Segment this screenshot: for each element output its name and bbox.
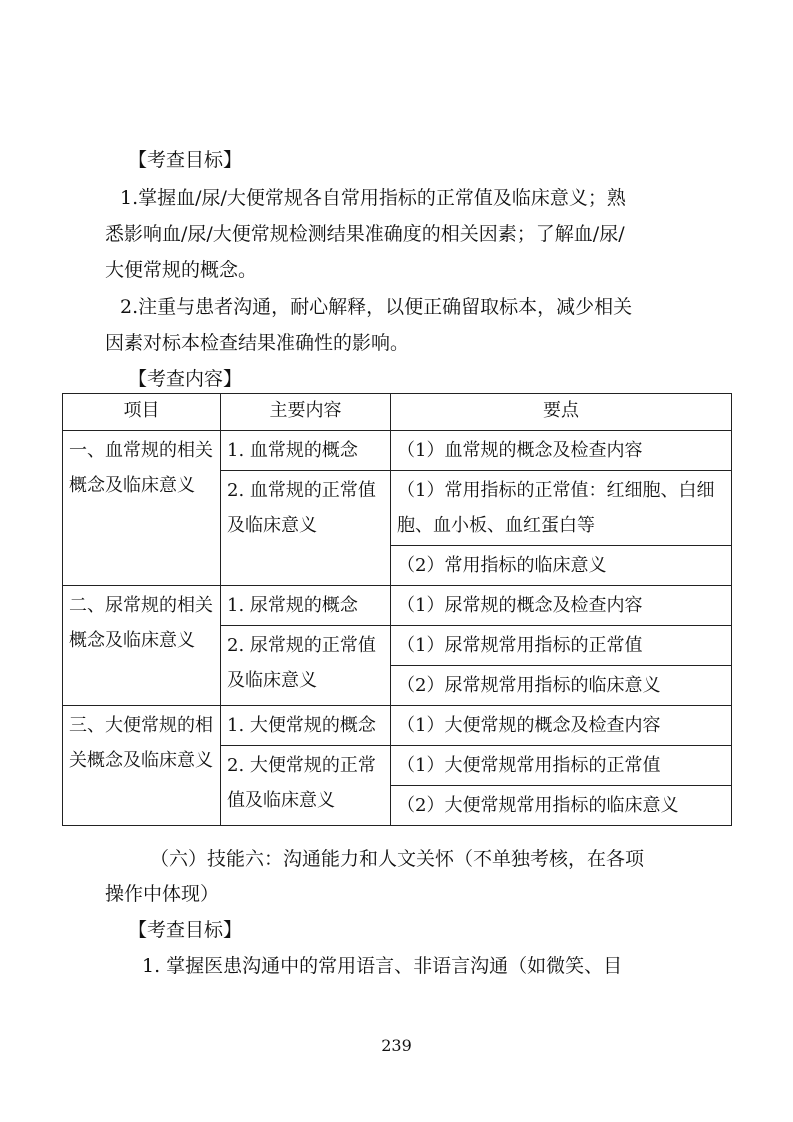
key-point-cell: （1）大便常规的概念及检查内容 [391, 706, 732, 746]
objective-1-line-3: 大便常规的概念。 [105, 259, 258, 281]
main-content-cell: 1. 尿常规的概念 [221, 586, 391, 626]
objective-2-line-2: 因素对标本检查结果准确性的影响。 [105, 332, 410, 354]
main-content-cell: 2. 大便常规的正常值及临床意义 [221, 746, 391, 826]
table-row [63, 586, 732, 626]
item-cell: 一、血常规的相关概念及临床意义 [63, 431, 221, 586]
key-point-cell: （1）血常规的概念及检查内容 [391, 431, 732, 471]
main-content-cell: 1. 大便常规的概念 [221, 706, 391, 746]
skill-6-objective-1: 1. 掌握医患沟通中的常用语言、非语言沟通（如微笑、目 [142, 955, 623, 977]
page-number: 239 [381, 1036, 412, 1055]
main-content-cell: 2. 尿常规的正常值及临床意义 [221, 626, 391, 706]
skill-6-title-line-2: 操作中体现） [105, 883, 220, 905]
section-heading-objectives-2: 【考查目标】 [128, 919, 243, 941]
item-cell: 三、大便常规的相关概念及临床意义 [63, 706, 221, 826]
header-key-points: 要点 [391, 394, 732, 431]
header-main-content: 主要内容 [221, 394, 391, 431]
main-content-cell: 2. 血常规的正常值及临床意义 [221, 471, 391, 586]
key-point-cell: （1）大便常规常用指标的正常值 [391, 746, 732, 786]
objective-2-line-1: 2.注重与患者沟通，耐心解释，以便正确留取标本，减少相关 [120, 296, 633, 318]
table-row [63, 431, 732, 471]
item-cell: 二、尿常规的相关概念及临床意义 [63, 586, 221, 706]
objective-1-line-1: 1.掌握血/尿/大便常规各自常用指标的正常值及临床意义；熟 [120, 187, 626, 209]
objective-1-line-2: 悉影响血/尿/大便常规检测结果准确度的相关因素；了解血/尿/ [105, 223, 625, 245]
key-point-cell: （1）常用指标的正常值：红细胞、白细胞、血小板、血红蛋白等 [391, 471, 732, 546]
main-content-cell: 1. 血常规的概念 [221, 431, 391, 471]
table-header-row [63, 394, 732, 431]
key-point-cell: （2）尿常规常用指标的临床意义 [391, 666, 732, 706]
section-heading-objectives: 【考查目标】 [128, 149, 243, 171]
table-row [63, 706, 732, 746]
section-heading-content: 【考查内容】 [128, 368, 243, 390]
key-point-cell: （2）常用指标的临床意义 [391, 546, 732, 586]
skill-6-title-line-1: （六）技能六：沟通能力和人文关怀（不单独考核，在各项 [150, 848, 645, 870]
key-point-cell: （1）尿常规常用指标的正常值 [391, 626, 732, 666]
key-point-cell: （1）尿常规的概念及检查内容 [391, 586, 732, 626]
header-item: 项目 [63, 394, 221, 431]
content-table [62, 393, 732, 826]
key-point-cell: （2）大便常规常用指标的临床意义 [391, 786, 732, 826]
